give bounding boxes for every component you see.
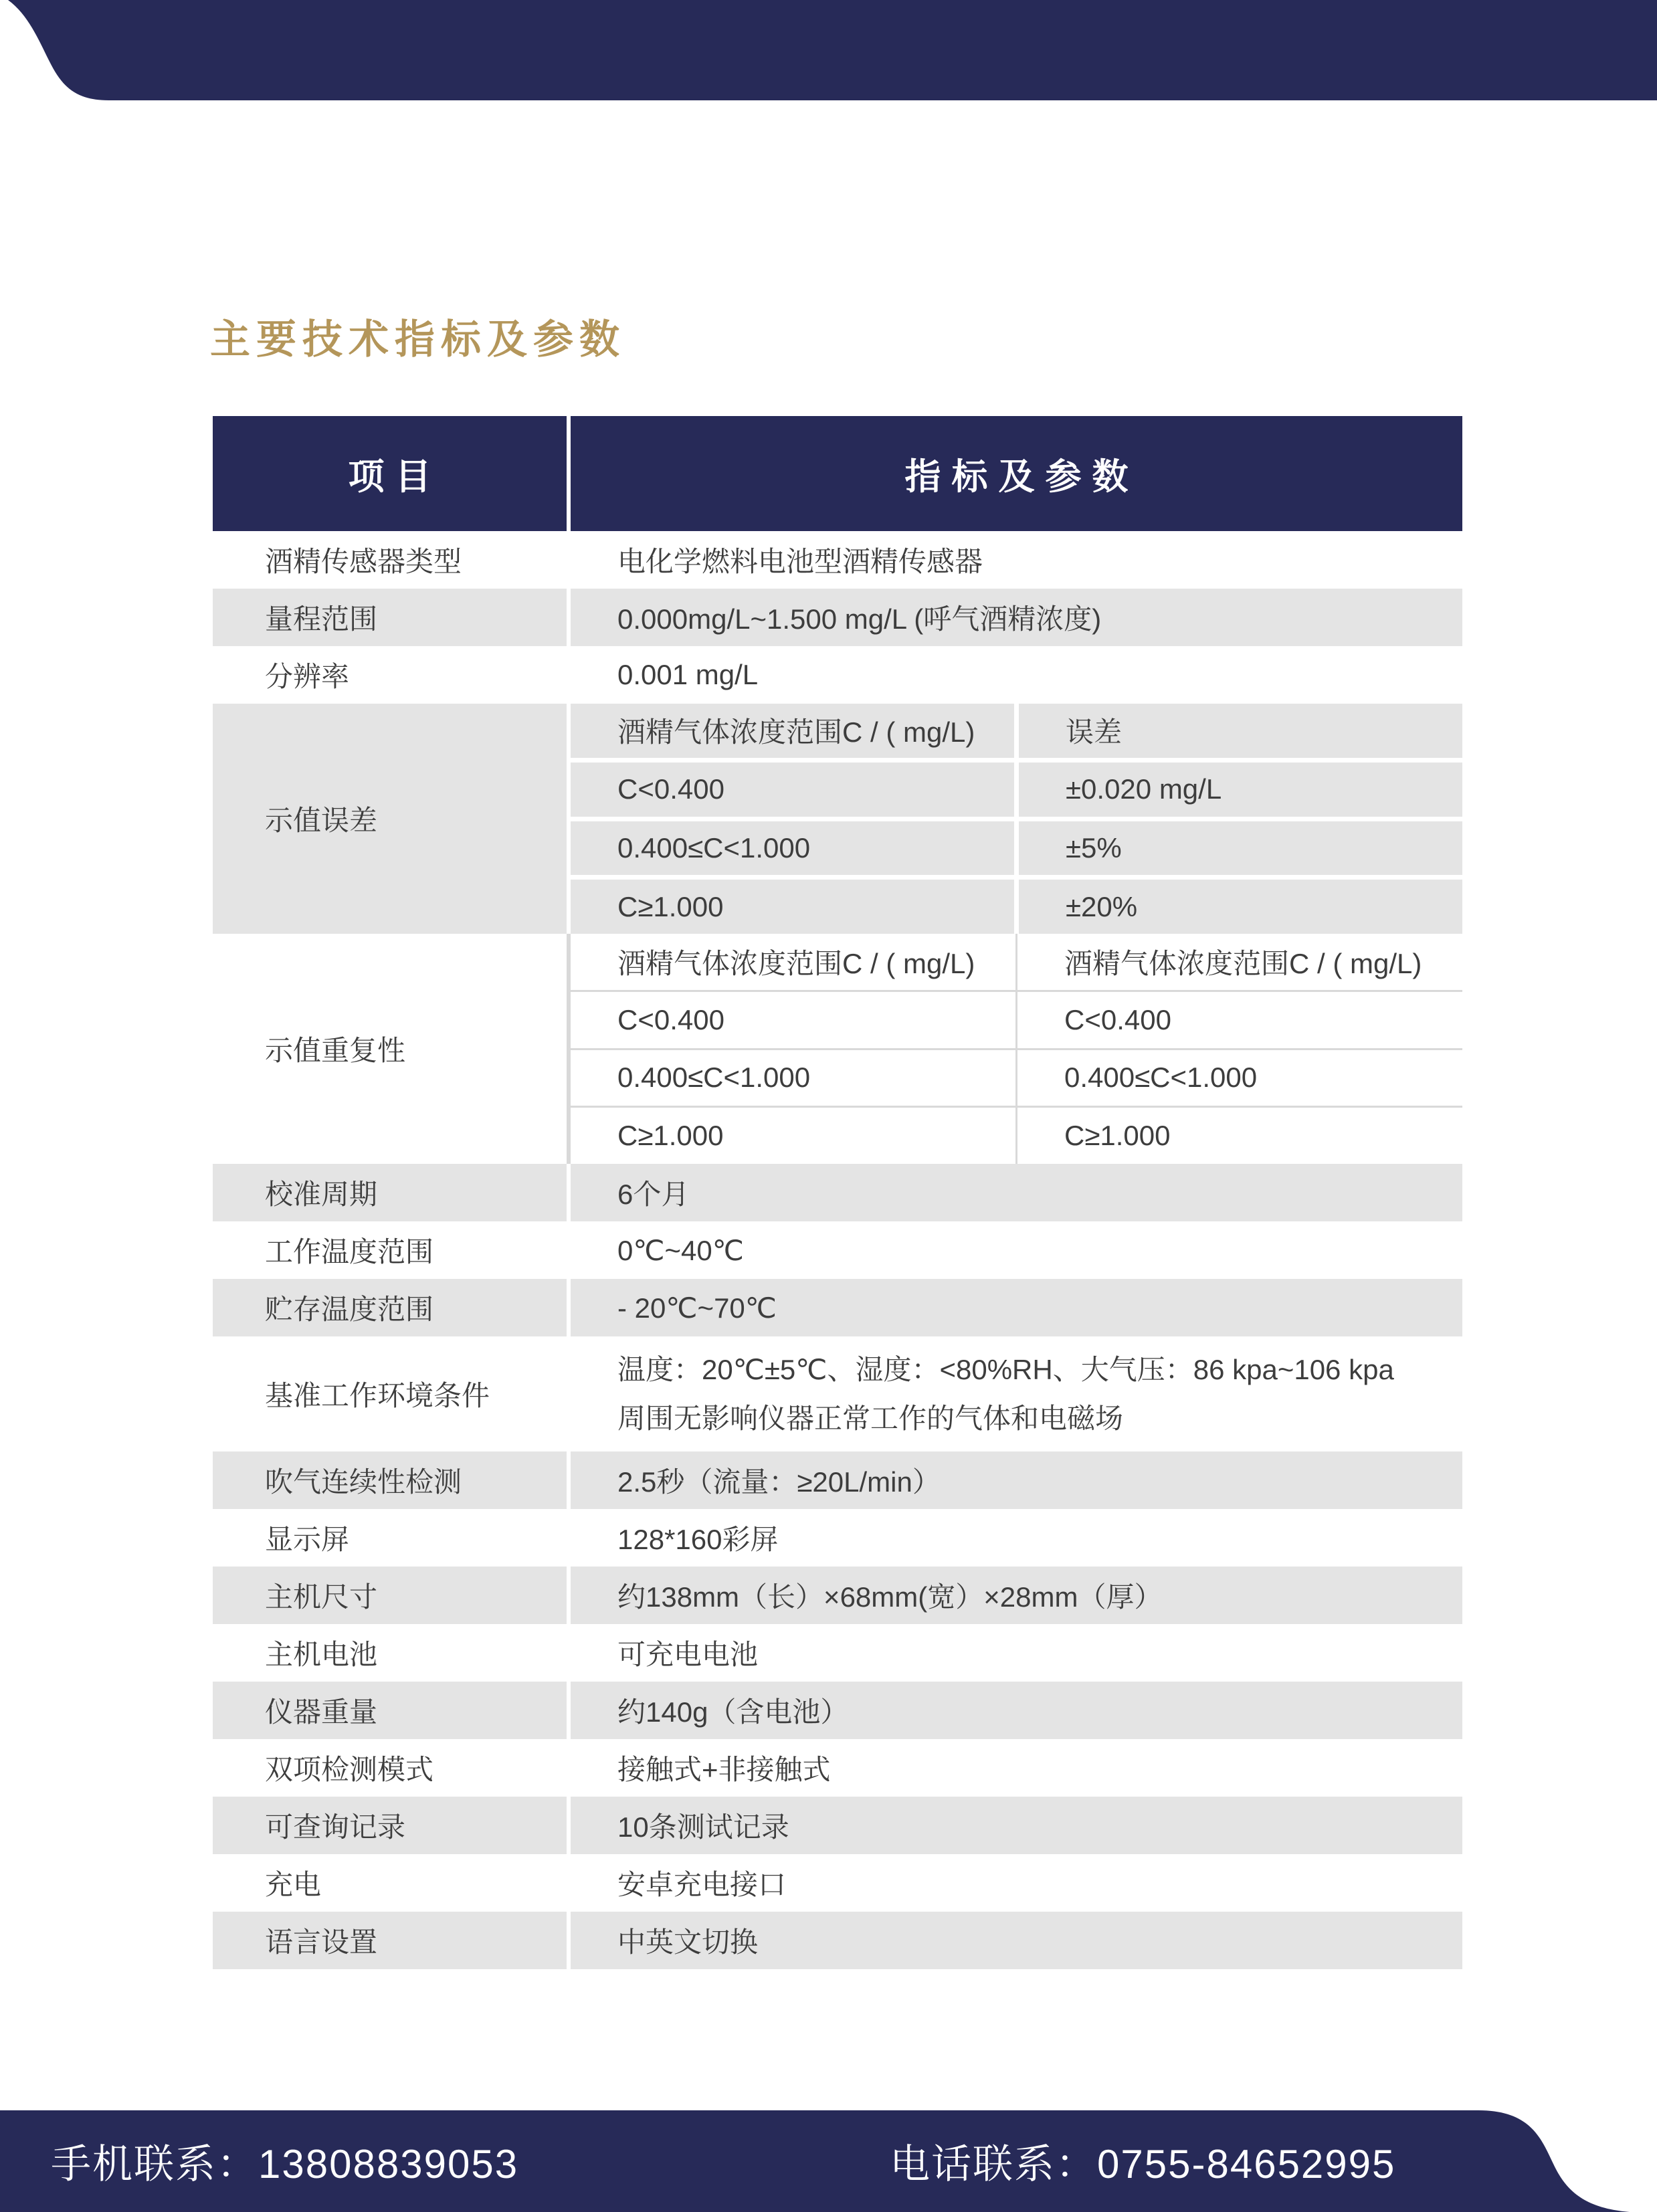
row-label: 示值重复性 [213,934,567,1164]
table-row [213,1336,1462,1451]
row-value: 0.001 mg/L [571,646,1462,704]
subtable-cell: C<0.400 [1017,992,1462,1048]
indication-repeatability-section [213,934,1462,1164]
table-row [213,1797,1462,1854]
table-row [213,1164,1462,1221]
row-value: 接触式+非接触式 [571,1739,1462,1797]
subtable-cell: ±5% [1019,821,1462,876]
subtable-header: 酒精气体浓度范围C / ( mg/L) [571,934,1015,990]
row-label: 可查询记录 [213,1797,567,1854]
row-value-line2: 周围无影响仪器正常工作的气体和电磁场 [617,1403,1124,1434]
row-label: 贮存温度范围 [213,1279,567,1336]
row-value: - 20℃~70℃ [571,1279,1462,1336]
row-value: 可充电电池 [571,1624,1462,1682]
indication-error-section [213,704,1462,934]
header-band-shape [0,0,1657,100]
row-label: 充电 [213,1854,567,1912]
row-value: 约140g（含电池） [571,1682,1462,1739]
page-title: 主要技术指标及参数 [210,317,625,362]
row-label: 示值误差 [213,704,567,934]
repeatability-subtable [571,934,1462,1164]
row-label: 语言设置 [213,1912,567,1969]
table-row [213,1451,1462,1509]
subtable-cell: C≥1.000 [571,1108,1015,1164]
row-label: 双项检测模式 [213,1739,567,1797]
table-row [213,646,1462,704]
footer-contacts [0,2110,1657,2212]
row-value: 中英文切换 [571,1912,1462,1969]
row-value: 0.000mg/L~1.500 mg/L (呼气酒精浓度) [571,589,1462,646]
row-value: 安卓充电接口 [571,1854,1462,1912]
header-col-params: 指标及参数 [571,416,1462,531]
subtable-cell: 0.400≤C<1.000 [571,1050,1015,1106]
row-value: 约138mm（长）×68mm(宽）×28mm（厚） [571,1567,1462,1624]
row-value: 10条测试记录 [571,1797,1462,1854]
row-value: 电化学燃料电池型酒精传感器 [571,531,1462,589]
row-label: 显示屏 [213,1509,567,1567]
row-label: 主机尺寸 [213,1567,567,1624]
header-col-item: 项目 [213,416,567,531]
table-row [213,1279,1462,1336]
subtable-cell: 0.400≤C<1.000 [1017,1050,1462,1106]
row-label: 酒精传感器类型 [213,531,567,589]
row-label: 仪器重量 [213,1682,567,1739]
row-value: 128*160彩屏 [571,1509,1462,1567]
subtable-header: 误差 [1019,704,1462,758]
footer-phone-contact: 电话联系：0755-84652995 [890,2142,1396,2187]
row-label: 分辨率 [213,646,567,704]
table-row [213,1221,1462,1279]
table-row [213,1739,1462,1797]
table-row [213,1567,1462,1624]
row-value: 0℃~40℃ [571,1221,1462,1279]
row-label: 量程范围 [213,589,567,646]
subtable-cell: ±20% [1019,880,1462,934]
error-subtable [571,704,1462,934]
subtable-cell: C<0.400 [571,992,1015,1048]
table-row [213,1624,1462,1682]
spec-table [213,416,1462,1969]
row-label: 吹气连续性检测 [213,1451,567,1509]
table-header-row [213,416,1462,531]
row-label: 工作温度范围 [213,1221,567,1279]
row-value: 6个月 [571,1164,1462,1221]
subtable-cell: 0.400≤C<1.000 [571,821,1014,876]
table-row [213,1682,1462,1739]
subtable-cell: C<0.400 [571,763,1014,817]
subtable-cell: C≥1.000 [1017,1108,1462,1164]
table-row [213,1854,1462,1912]
table-row [213,589,1462,646]
table-row [213,1912,1462,1969]
subtable-header: 酒精气体浓度范围C / ( mg/L) [1017,934,1462,990]
row-label: 校准周期 [213,1164,567,1221]
row-value: 2.5秒（流量：≥20L/min） [571,1451,1462,1509]
subtable-cell: C≥1.000 [571,880,1014,934]
table-row [213,1509,1462,1567]
footer-mobile-contact: 手机联系：13808839053 [51,2142,519,2187]
row-value [571,1336,1462,1451]
row-label: 主机电池 [213,1624,567,1682]
subtable-cell: ±0.020 mg/L [1019,763,1462,817]
subtable-header: 酒精气体浓度范围C / ( mg/L) [571,704,1014,758]
row-label: 基准工作环境条件 [213,1336,567,1451]
row-value-line1: 温度：20℃±5℃、湿度：<80%RH、大气压：86 kpa~106 kpa [617,1353,1394,1385]
table-row [213,531,1462,589]
